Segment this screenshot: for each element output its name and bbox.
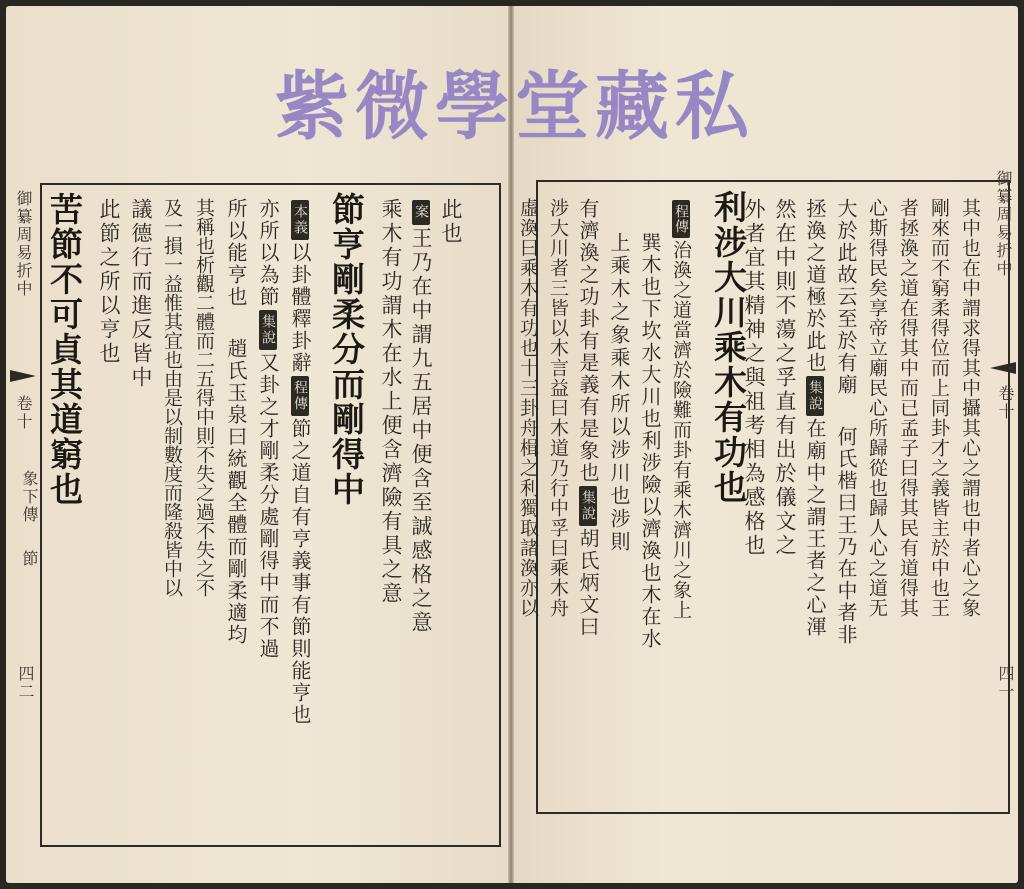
collector-stamp: 紫微學堂藏私 <box>275 64 755 150</box>
text-column: 所以能亨也趙氏玉泉曰統觀全體而剛柔適均 <box>224 198 248 646</box>
main-text-heading: 節亨剛柔分而剛得中 <box>327 192 366 507</box>
left-margin-page: 四二 <box>16 665 35 701</box>
annotation-badge: 集說 <box>806 376 824 416</box>
text-column: 此也 <box>439 198 463 246</box>
text-column: 及一損一益惟其宜也由是以制數度而隆殺皆中以 <box>161 198 183 597</box>
text-column: 大於此故云至於有廟何氏楷曰王乃在中者非 <box>834 198 858 646</box>
text-column: 外者宜其精神之與祖考相為感格也 <box>742 198 766 558</box>
annotation-badge: 集說 <box>259 310 277 350</box>
annotation-badge: 集說 <box>579 486 597 526</box>
text-column: 議德行而進反皆中 <box>129 198 153 390</box>
left-margin-title: 御纂周易折中 <box>14 190 33 298</box>
annotation-badge: 案 <box>412 200 430 225</box>
text-column: 其稱也析觀二體而二五得中則不失之過不失之不 <box>193 198 215 597</box>
annotation-badge: 程傳 <box>672 200 690 238</box>
text-column: 然在中則不蕩之孚直有出於儀文之 <box>773 198 797 558</box>
text-column: 上乘木之象乘木所以涉川也涉則 <box>607 232 631 554</box>
text-column: 此節之所以亨也 <box>97 198 121 366</box>
text-column: 其中也在中謂求得其中攝其心之謂也中者心之象 <box>959 198 981 618</box>
text-column: 拯渙之道極於此也集說在廟中之謂王者之心渾 <box>803 198 827 638</box>
main-text-heading: 利涉大川乘木有功也 <box>709 190 748 505</box>
annotation-badge: 本義 <box>291 200 309 240</box>
text-column: 乘木有功謂木在水上便含濟險有具之意 <box>379 198 403 606</box>
main-text-heading: 苦節不可貞其道窮也 <box>45 192 84 507</box>
text-column: 本義以卦體釋卦辭程傳節之道自有亨義事有節則能亨也 <box>290 198 310 726</box>
text-column: 有濟渙之功卦有是義有是象也集說胡氏炳文曰 <box>576 198 600 638</box>
text-column: 剛來而不窮柔得位而上同卦才之義皆主於中也王 <box>928 198 950 618</box>
text-column: 巽木也下坎水大川也利涉險以濟渙也木在水 <box>638 232 662 650</box>
left-margin-section: 象下傳 <box>20 470 39 524</box>
text-column: 案王乃在中謂九五居中便含至誠感格之意 <box>410 198 431 635</box>
text-column: 亦所以為節集說又卦之才剛柔分處剛得中而不過 <box>256 198 280 660</box>
right-margin-volume: 卷十 <box>996 385 1015 421</box>
text-column: 虛渙曰乘木有功也十三卦舟楫之利獨取諸渙亦以 <box>517 198 539 618</box>
left-margin-chapter: 節 <box>20 550 39 568</box>
right-margin-title: 御纂周易折中 <box>994 170 1013 278</box>
left-margin-volume: 卷十 <box>14 395 33 431</box>
right-margin-page: 四一 <box>996 665 1015 701</box>
text-column: 心斯得民矣享帝立廟民心所歸從也歸人心之道无 <box>866 198 888 618</box>
text-column: 涉大川者三皆以木言益曰木道乃行中孚曰乘木舟 <box>547 198 569 618</box>
annotation-badge: 程傳 <box>291 376 309 416</box>
text-column: 者拯渙之道在得其中而已孟子曰得其民有道得其 <box>897 198 919 618</box>
text-column: 程傳治渙之道當濟於險難而卦有乘木濟川之象上 <box>671 198 690 620</box>
